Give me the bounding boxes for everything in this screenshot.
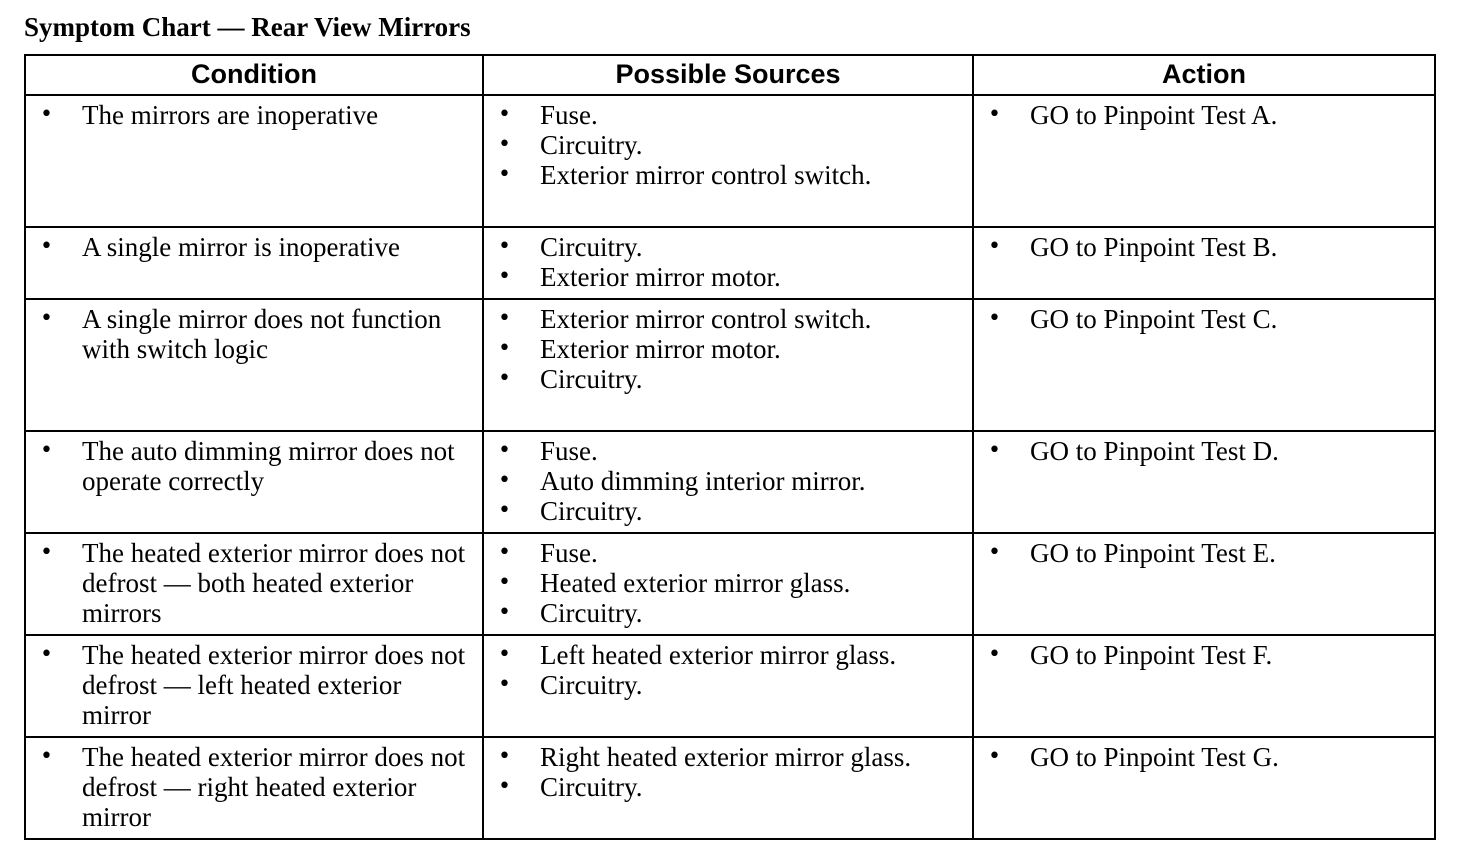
table-row [25, 533, 1435, 635]
list-item [484, 232, 972, 262]
source-text: Fuse. [540, 436, 598, 466]
action-text: GO to Pinpoint Test A. [1030, 100, 1278, 130]
condition-text: The mirrors are inoperative [82, 100, 379, 130]
condition-text: The heated exterior mirror does not defrost — both heated exterior mirrors [82, 538, 466, 628]
action-cell [973, 635, 1435, 737]
bullet-icon: • [40, 306, 53, 331]
list-item [484, 160, 972, 190]
list-item [974, 232, 1434, 262]
source-text: Right heated exterior mirror glass. [540, 742, 912, 772]
list-item [26, 640, 482, 730]
list-item [484, 640, 972, 670]
list-item [974, 538, 1434, 568]
action-text: GO to Pinpoint Test E. [1030, 538, 1276, 568]
bullet-icon: • [40, 102, 53, 127]
condition-column-header: Condition [25, 55, 483, 95]
symptom-chart-table [24, 54, 1436, 840]
bullet-icon: • [498, 744, 511, 769]
bullet-icon: • [988, 102, 1001, 127]
action-cell [973, 431, 1435, 533]
condition-cell [25, 533, 483, 635]
source-text: Circuitry. [540, 364, 643, 394]
action-text: GO to Pinpoint Test C. [1030, 304, 1278, 334]
source-text: Circuitry. [540, 598, 643, 628]
list-item [484, 100, 972, 130]
bullet-icon: • [498, 642, 511, 667]
list-item [974, 100, 1434, 130]
list-item [26, 232, 482, 262]
table-header-row [25, 55, 1435, 95]
action-text: GO to Pinpoint Test F. [1030, 640, 1273, 670]
condition-cell [25, 431, 483, 533]
bullet-icon: • [498, 570, 511, 595]
list-item [484, 538, 972, 568]
sources-cell [483, 227, 973, 299]
sources-cell [483, 95, 973, 227]
action-column-header: Action [973, 55, 1435, 95]
action-text: GO to Pinpoint Test B. [1030, 232, 1278, 262]
source-text: Circuitry. [540, 496, 643, 526]
list-item [26, 742, 482, 832]
source-text: Auto dimming interior mirror. [540, 466, 866, 496]
bullet-icon: • [498, 672, 511, 697]
list-item [26, 100, 482, 130]
bullet-icon: • [988, 438, 1001, 463]
list-item [26, 538, 482, 628]
bullet-icon: • [498, 600, 511, 625]
bullet-icon: • [40, 438, 53, 463]
list-item [974, 436, 1434, 466]
list-item [484, 598, 972, 628]
table-row [25, 227, 1435, 299]
action-cell [973, 533, 1435, 635]
table-row [25, 431, 1435, 533]
list-item [484, 334, 972, 364]
list-item [484, 670, 972, 700]
list-item [484, 466, 972, 496]
bullet-icon: • [988, 234, 1001, 259]
source-text: Circuitry. [540, 772, 643, 802]
table-row [25, 635, 1435, 737]
sources-cell [483, 431, 973, 533]
list-item [484, 364, 972, 394]
condition-cell [25, 227, 483, 299]
bullet-icon: • [40, 642, 53, 667]
bullet-icon: • [498, 306, 511, 331]
list-item [484, 772, 972, 802]
action-text: GO to Pinpoint Test G. [1030, 742, 1279, 772]
action-text: GO to Pinpoint Test D. [1030, 436, 1279, 466]
bullet-icon: • [988, 540, 1001, 565]
sources-cell [483, 299, 973, 431]
action-cell [973, 299, 1435, 431]
list-item [26, 304, 482, 364]
bullet-icon: • [498, 468, 511, 493]
condition-text: A single mirror does not function with switch logic [82, 304, 442, 364]
source-text: Exterior mirror motor. [540, 262, 781, 292]
bullet-icon: • [498, 540, 511, 565]
condition-text: A single mirror is inoperative [82, 232, 400, 262]
condition-cell [25, 299, 483, 431]
source-text: Circuitry. [540, 670, 643, 700]
sources-cell [483, 737, 973, 839]
bullet-icon: • [988, 642, 1001, 667]
condition-cell [25, 95, 483, 227]
action-cell [973, 95, 1435, 227]
bullet-icon: • [498, 498, 511, 523]
bullet-icon: • [988, 744, 1001, 769]
bullet-icon: • [498, 162, 511, 187]
action-cell [973, 227, 1435, 299]
condition-text: The heated exterior mirror does not defrost — left heated exterior mirror [82, 640, 466, 730]
source-text: Exterior mirror control switch. [540, 160, 872, 190]
bullet-icon: • [498, 234, 511, 259]
list-item [974, 304, 1434, 334]
list-item [484, 436, 972, 466]
source-text: Exterior mirror motor. [540, 334, 781, 364]
list-item [974, 742, 1434, 772]
list-item [26, 436, 482, 496]
bullet-icon: • [40, 744, 53, 769]
source-text: Fuse. [540, 538, 598, 568]
page-title: Symptom Chart — Rear View Mirrors [24, 12, 471, 42]
possible-sources-column-header: Possible Sources [483, 55, 973, 95]
bullet-icon: • [498, 132, 511, 157]
sources-cell [483, 635, 973, 737]
bullet-icon: • [498, 438, 511, 463]
source-text: Heated exterior mirror glass. [540, 568, 851, 598]
bullet-icon: • [988, 306, 1001, 331]
list-item [484, 262, 972, 292]
list-item [484, 304, 972, 334]
source-text: Exterior mirror control switch. [540, 304, 872, 334]
bullet-icon: • [498, 264, 511, 289]
table-row [25, 737, 1435, 839]
list-item [484, 130, 972, 160]
source-text: Left heated exterior mirror glass. [540, 640, 897, 670]
source-text: Circuitry. [540, 130, 643, 160]
sources-cell [483, 533, 973, 635]
condition-cell [25, 737, 483, 839]
list-item [484, 496, 972, 526]
table-row [25, 95, 1435, 227]
table-row [25, 299, 1435, 431]
source-text: Circuitry. [540, 232, 643, 262]
condition-cell [25, 635, 483, 737]
source-text: Fuse. [540, 100, 598, 130]
bullet-icon: • [498, 102, 511, 127]
action-cell [973, 737, 1435, 839]
list-item [974, 640, 1434, 670]
bullet-icon: • [40, 540, 53, 565]
bullet-icon: • [498, 774, 511, 799]
list-item [484, 742, 972, 772]
bullet-icon: • [498, 366, 511, 391]
condition-text: The heated exterior mirror does not defrost — right heated exterior mirror [82, 742, 466, 832]
list-item [484, 568, 972, 598]
bullet-icon: • [498, 336, 511, 361]
bullet-icon: • [40, 234, 53, 259]
condition-text: The auto dimming mirror does not operate correctly [82, 436, 455, 496]
